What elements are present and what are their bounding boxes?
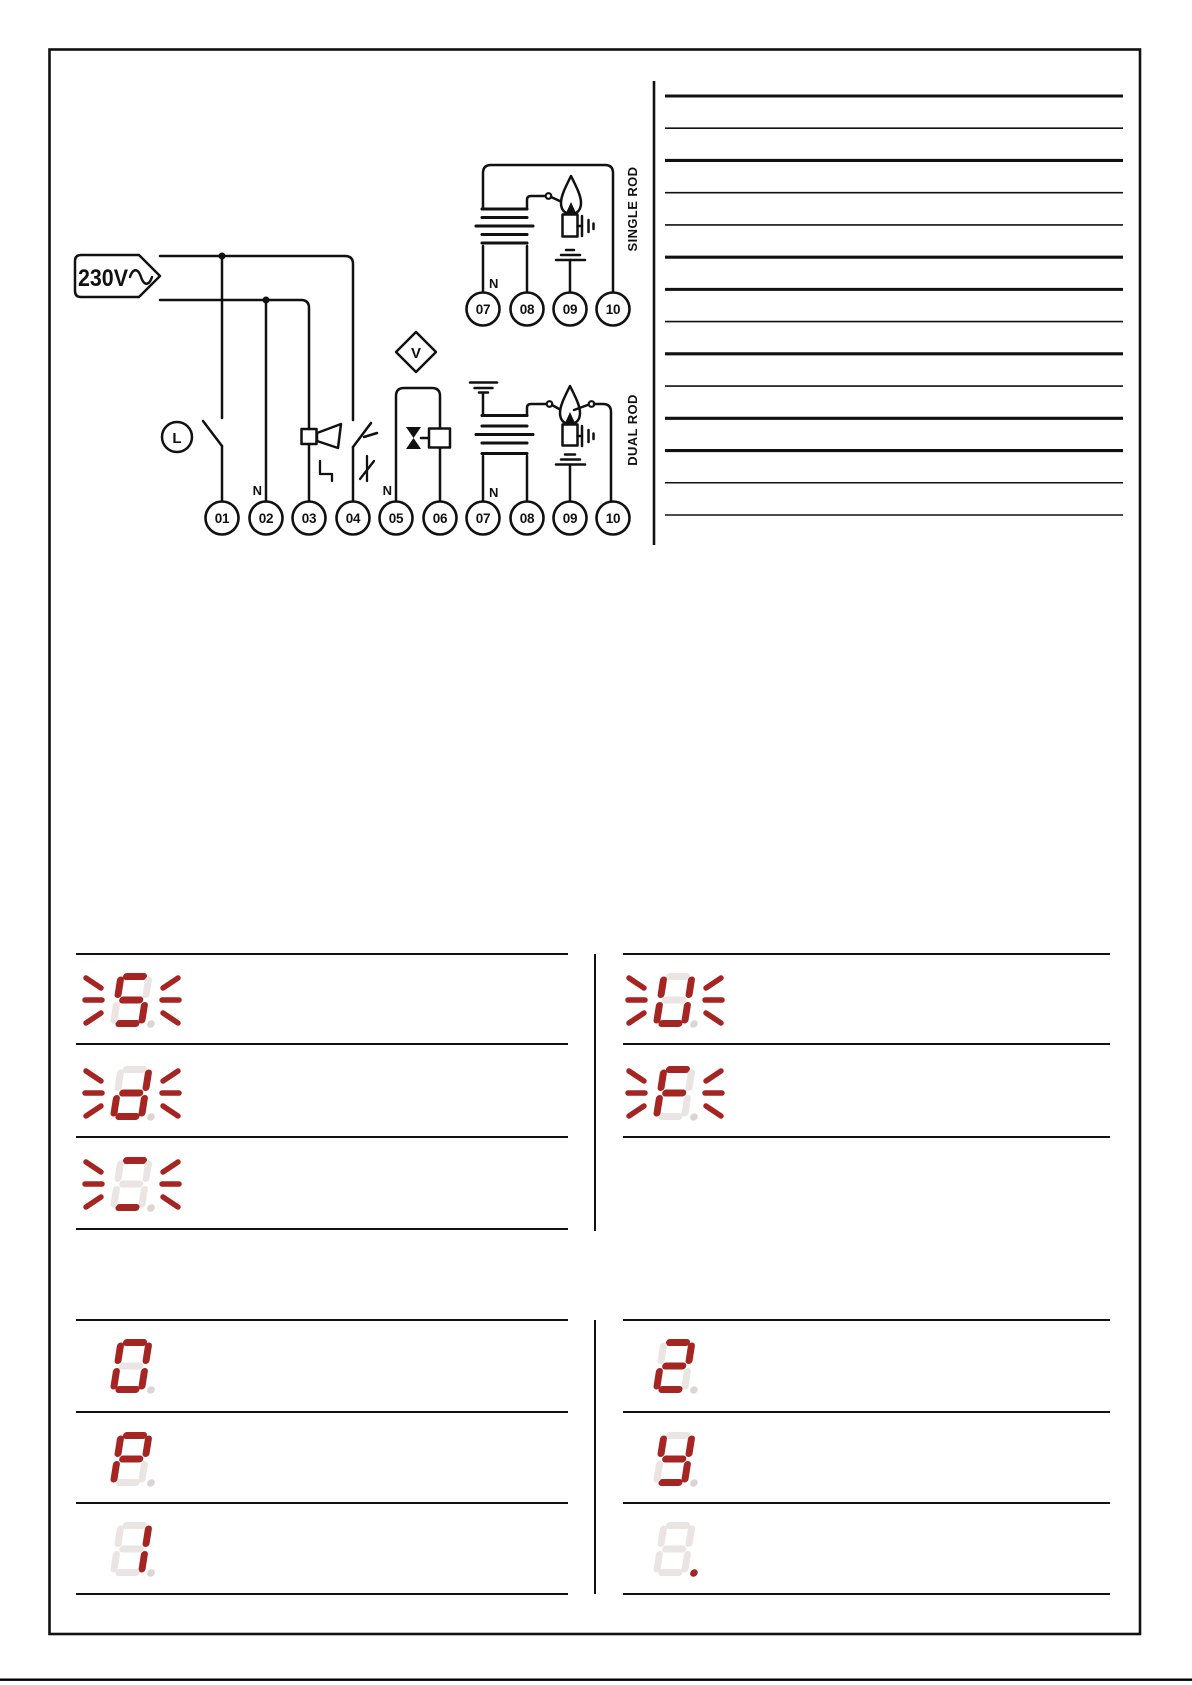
decimal-point bbox=[147, 1020, 156, 1028]
segment-F bbox=[657, 1343, 667, 1365]
legend-area bbox=[654, 81, 1123, 545]
single-rod-assembly bbox=[476, 165, 613, 293]
segment-F bbox=[114, 1526, 124, 1548]
segment-C bbox=[681, 1551, 691, 1573]
neutral-label-02: N bbox=[252, 483, 262, 498]
segment-D bbox=[115, 1569, 140, 1576]
segment-A bbox=[122, 1066, 147, 1073]
seven-segment-digit bbox=[652, 1066, 705, 1121]
segment-C bbox=[681, 1368, 691, 1390]
neutral-label-05: N bbox=[382, 483, 392, 498]
ground-icon bbox=[556, 250, 585, 293]
terminal-number: 04 bbox=[345, 511, 361, 526]
segment-D bbox=[658, 1569, 683, 1576]
segment-C bbox=[681, 1095, 691, 1117]
segment-A bbox=[122, 1339, 147, 1346]
segment-F bbox=[657, 1526, 667, 1548]
spark-elbow-wire bbox=[527, 196, 545, 209]
segment-G bbox=[119, 1181, 144, 1188]
seven-segment-digit bbox=[109, 1339, 162, 1394]
segment-G bbox=[119, 1090, 144, 1097]
display-code-tables bbox=[76, 954, 1110, 1594]
decimal-point bbox=[147, 1204, 156, 1212]
segment-F bbox=[657, 977, 667, 999]
decimal-point bbox=[147, 1113, 156, 1121]
spark-gap-icon bbox=[578, 216, 594, 236]
terminal-number: 10 bbox=[605, 511, 621, 526]
seven-segment-digit bbox=[109, 1066, 162, 1121]
segment-A bbox=[665, 1432, 690, 1439]
segment-A bbox=[665, 1066, 690, 1073]
flashing-rays-icon bbox=[628, 1071, 645, 1116]
decimal-point bbox=[147, 1479, 156, 1487]
dual-rod-assembly bbox=[470, 383, 611, 502]
segment-A bbox=[665, 1522, 690, 1529]
segment-F bbox=[657, 1436, 667, 1458]
segment-C bbox=[681, 1002, 691, 1024]
neutral-bus-wire bbox=[160, 300, 309, 429]
decimal-point bbox=[690, 1020, 699, 1028]
segment-G bbox=[662, 997, 687, 1004]
segment-D bbox=[115, 1113, 140, 1120]
segment-D bbox=[658, 1479, 683, 1486]
valve-letter: V bbox=[410, 345, 422, 362]
spark-elbow-wire bbox=[527, 404, 546, 415]
segment-D bbox=[115, 1204, 140, 1211]
segment-C bbox=[138, 1551, 148, 1573]
alarm-hook-icon bbox=[320, 461, 332, 481]
segment-D bbox=[658, 1386, 683, 1393]
single-rod-label: SINGLE ROD bbox=[625, 166, 640, 252]
terminal-number: 03 bbox=[301, 511, 317, 526]
segment-A bbox=[122, 1432, 147, 1439]
dual-rod-label: DUAL ROD bbox=[625, 394, 640, 466]
segment-C bbox=[681, 1461, 691, 1483]
flashing-rays-icon bbox=[85, 1071, 102, 1116]
segment-A bbox=[122, 1522, 147, 1529]
electrode-body-icon bbox=[563, 425, 578, 446]
decimal-point bbox=[690, 1569, 699, 1577]
seven-segment-digit bbox=[109, 1157, 162, 1212]
phase-switch bbox=[203, 256, 222, 501]
segment-A bbox=[665, 973, 690, 980]
electrode-body-icon bbox=[563, 215, 578, 237]
segment-G bbox=[662, 1456, 687, 1463]
segment-F bbox=[114, 1436, 124, 1458]
neutral-label-dual: N bbox=[489, 485, 499, 500]
flashing-rays-icon bbox=[162, 1071, 179, 1116]
spark-gap-icon bbox=[578, 426, 594, 446]
terminal-number: 02 bbox=[258, 511, 274, 526]
segment-F bbox=[657, 1070, 667, 1092]
flashing-rays-icon bbox=[162, 978, 179, 1023]
flashing-rays-icon bbox=[628, 978, 645, 1023]
segment-F bbox=[114, 1161, 124, 1183]
decimal-point bbox=[147, 1569, 156, 1577]
supply-voltage-label: 230V bbox=[78, 265, 128, 292]
probe-plates-icon bbox=[476, 416, 533, 454]
scan-edge-line bbox=[0, 1679, 1192, 1681]
wire-10 bbox=[594, 404, 611, 501]
flashing-rays-icon bbox=[162, 1162, 179, 1207]
segment-G bbox=[119, 1363, 144, 1370]
terminal-number: 10 bbox=[605, 302, 621, 317]
flashing-rays-icon bbox=[705, 978, 722, 1023]
seven-segment-digit bbox=[652, 1339, 705, 1394]
segment-A bbox=[122, 973, 147, 980]
flashing-rays-icon bbox=[85, 978, 102, 1023]
decimal-point bbox=[690, 1479, 699, 1487]
valve-triangle-icon bbox=[406, 427, 421, 438]
phase-bus-wire bbox=[160, 256, 353, 420]
valve-coil-icon bbox=[429, 429, 450, 448]
terminal-number: 06 bbox=[432, 511, 448, 526]
segment-C bbox=[138, 1095, 148, 1117]
valve-triangle-icon bbox=[406, 438, 421, 449]
segment-D bbox=[115, 1479, 140, 1486]
seven-segment-digit bbox=[652, 1432, 705, 1487]
segment-F bbox=[114, 977, 124, 999]
segment-G bbox=[662, 1546, 687, 1553]
seven-segment-digit bbox=[109, 1522, 162, 1577]
seven-segment-digit bbox=[652, 973, 705, 1028]
seven-segment-digit bbox=[652, 1522, 705, 1577]
segment-F bbox=[114, 1343, 124, 1365]
segment-F bbox=[114, 1070, 124, 1092]
segment-G bbox=[119, 1456, 144, 1463]
sine-icon bbox=[130, 270, 152, 284]
decimal-point bbox=[147, 1386, 156, 1394]
decimal-point bbox=[690, 1386, 699, 1394]
terminal-number: 09 bbox=[562, 511, 578, 526]
alarm-horn-icon bbox=[302, 424, 342, 501]
terminal-number: 08 bbox=[519, 302, 535, 317]
ground-icon bbox=[470, 383, 497, 415]
segment-A bbox=[665, 1339, 690, 1346]
segment-D bbox=[658, 1020, 683, 1027]
ground-icon bbox=[556, 455, 585, 502]
terminal-number: 09 bbox=[562, 302, 578, 317]
segment-G bbox=[119, 997, 144, 1004]
segment-G bbox=[662, 1090, 687, 1097]
segment-A bbox=[122, 1157, 147, 1164]
decimal-point bbox=[690, 1113, 699, 1121]
flashing-rays-icon bbox=[705, 1071, 722, 1116]
probe-plates-icon bbox=[476, 209, 533, 243]
segment-C bbox=[138, 1002, 148, 1024]
segment-G bbox=[119, 1546, 144, 1553]
segment-D bbox=[115, 1020, 140, 1027]
terminal-number: 08 bbox=[519, 511, 535, 526]
seven-segment-digit bbox=[109, 1432, 162, 1487]
terminal-number: 01 bbox=[214, 511, 230, 526]
seven-segment-digit bbox=[109, 973, 162, 1028]
segment-C bbox=[138, 1368, 148, 1390]
fault-contact-icon bbox=[353, 423, 377, 501]
neutral-label-single: N bbox=[489, 276, 499, 291]
flashing-rays-icon bbox=[85, 1162, 102, 1207]
terminal-number: 07 bbox=[475, 302, 491, 317]
segment-G bbox=[662, 1363, 687, 1370]
terminal-number: 07 bbox=[475, 511, 491, 526]
segment-C bbox=[138, 1461, 148, 1483]
wiring-diagram bbox=[75, 165, 640, 502]
segment-D bbox=[658, 1113, 683, 1120]
segment-D bbox=[115, 1386, 140, 1393]
line-label: L bbox=[172, 430, 182, 447]
gas-valve-circuit bbox=[396, 388, 450, 502]
terminal-number: 05 bbox=[388, 511, 404, 526]
segment-C bbox=[138, 1186, 148, 1208]
